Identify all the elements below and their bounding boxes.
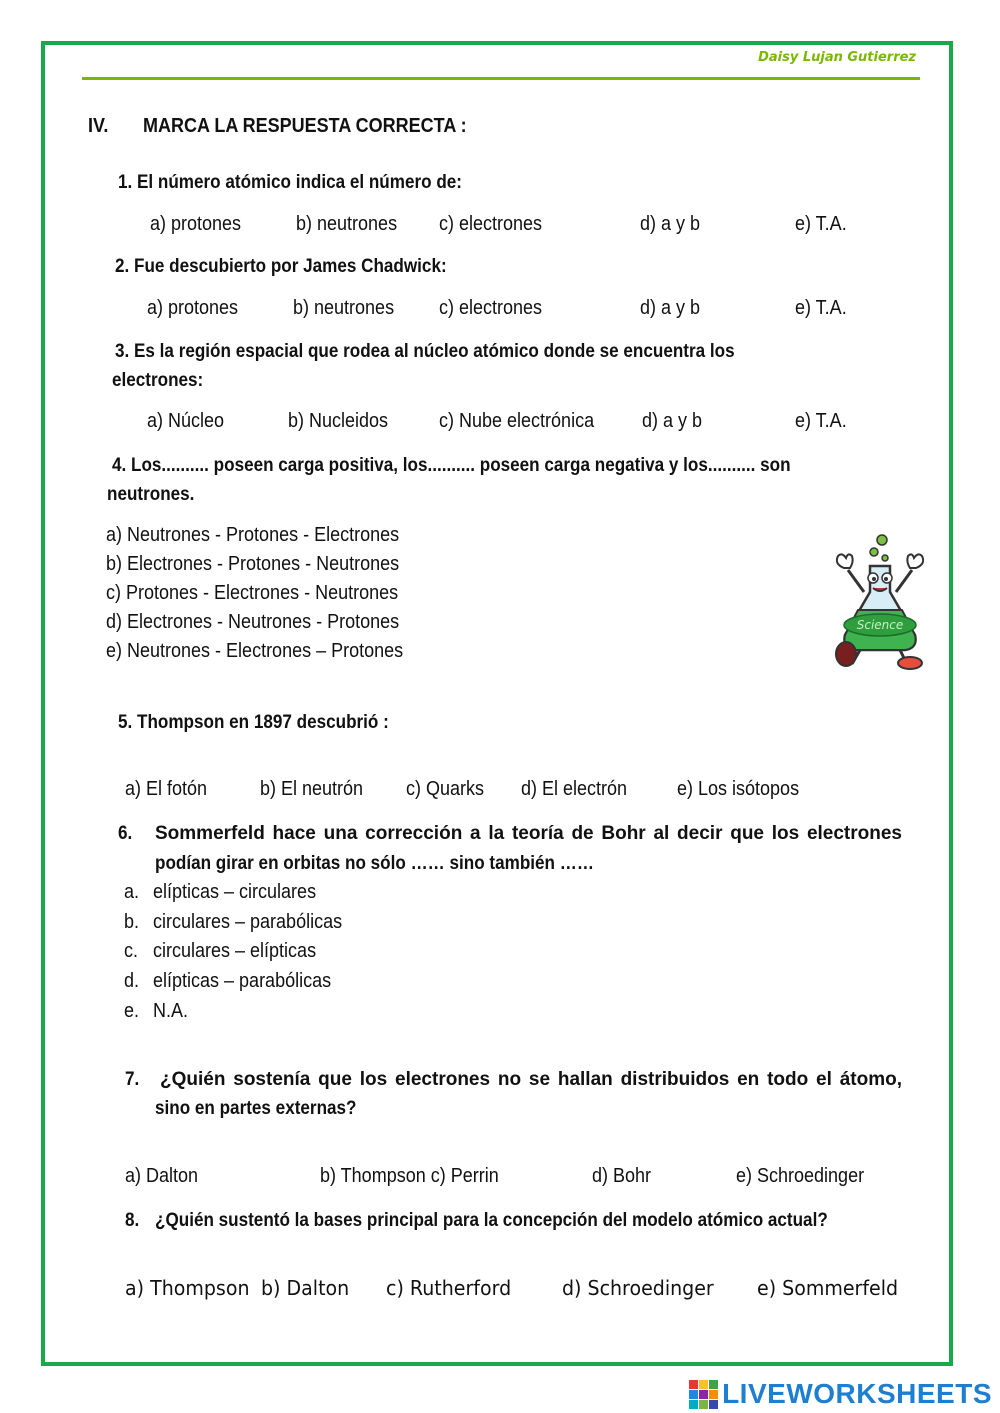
q6-option-e[interactable]: N.A. [153, 1000, 189, 1022]
q1-option-a[interactable]: a) protones [150, 213, 242, 235]
section-title: MARCA LA RESPUESTA CORRECTA : [143, 115, 467, 137]
liveworksheets-logo[interactable] [689, 1378, 992, 1410]
illustration-label: Science [856, 618, 904, 632]
q6-option-d[interactable]: elípticas – parabólicas [153, 970, 332, 992]
q5-option-a[interactable]: a) El fotón [125, 778, 208, 800]
question-3-line-2: electrones: [112, 370, 204, 391]
q6-letter-d: d. [124, 970, 140, 992]
q4-option-b[interactable]: b) Electrones - Protones - Neutrones [106, 553, 400, 575]
q3-option-e[interactable]: e) T.A. [795, 410, 847, 432]
q2-option-b[interactable]: b) neutrones [293, 297, 395, 319]
question-7-number: 7. [125, 1069, 140, 1090]
question-6-line-2: podían girar en orbitas no sólo …… sino también …… [155, 853, 594, 874]
question-6-number: 6. [118, 823, 133, 844]
q7-option-a[interactable]: a) Dalton [125, 1165, 199, 1187]
q6-letter-b: b. [124, 911, 140, 933]
question-4-line-1: 4. Los.......... poseen carga positiva, los.......... poseen carga negativa y los.......... son [112, 455, 791, 476]
q1-option-d[interactable]: d) a y b [640, 213, 701, 235]
author-name: Daisy Lujan Gutierrez [758, 50, 916, 65]
logo-text: LIVEWORKSHEETS [722, 1378, 992, 1409]
q3-option-a[interactable]: a) Núcleo [147, 410, 225, 432]
q8-option-d[interactable]: d) Schroedinger [562, 1276, 714, 1300]
logo-square [709, 1390, 718, 1399]
q6-option-b[interactable]: circulares – parabólicas [153, 911, 343, 933]
question-5: 5. Thompson en 1897 descubrió : [118, 712, 389, 733]
q6-option-a[interactable]: elípticas – circulares [153, 881, 317, 903]
q8-option-b[interactable]: b) Dalton [261, 1276, 350, 1300]
q3-option-d[interactable]: d) a y b [642, 410, 703, 432]
science-flask-illustration [830, 530, 930, 670]
q1-option-b[interactable]: b) neutrones [296, 213, 398, 235]
logo-square [689, 1390, 698, 1399]
logo-square [699, 1400, 708, 1409]
q3-option-b[interactable]: b) Nucleidos [288, 410, 389, 432]
q5-option-d[interactable]: d) El electrón [521, 778, 628, 800]
q7-option-b-c[interactable]: b) Thompson c) Perrin [320, 1165, 499, 1187]
q2-option-a[interactable]: a) protones [147, 297, 239, 319]
q3-option-c[interactable]: c) Nube electrónica [439, 410, 595, 432]
logo-square [689, 1400, 698, 1409]
q6-letter-e: e. [124, 1000, 140, 1022]
q6-letter-a: a. [124, 881, 140, 903]
q6-letter-c: c. [124, 940, 139, 962]
logo-square [709, 1400, 718, 1409]
logo-square [699, 1390, 708, 1399]
header-divider [82, 77, 920, 80]
question-8-number: 8. [125, 1210, 140, 1231]
q6-option-c[interactable]: circulares – elípticas [153, 940, 317, 962]
q2-option-d[interactable]: d) a y b [640, 297, 701, 319]
q7-option-e[interactable]: e) Schroedinger [736, 1165, 865, 1187]
q4-option-c[interactable]: c) Protones - Electrones - Neutrones [106, 582, 399, 604]
logo-square [709, 1380, 718, 1389]
q2-option-e[interactable]: e) T.A. [795, 297, 847, 319]
q1-option-c[interactable]: c) electrones [439, 213, 543, 235]
q8-option-a[interactable]: a) Thompson [125, 1276, 250, 1300]
q5-option-c[interactable]: c) Quarks [406, 778, 485, 800]
q5-option-b[interactable]: b) El neutrón [260, 778, 364, 800]
q4-option-d[interactable]: d) Electrones - Neutrones - Protones [106, 611, 400, 633]
section-number: IV. [88, 115, 109, 137]
q7-option-d[interactable]: d) Bohr [592, 1165, 652, 1187]
q5-option-e[interactable]: e) Los isótopos [677, 778, 800, 800]
question-1: 1. El número atómico indica el número de: [118, 172, 462, 193]
q4-option-e[interactable]: e) Neutrones - Electrones – Protones [106, 640, 404, 662]
question-4-line-2: neutrones. [107, 484, 195, 505]
q1-option-e[interactable]: e) T.A. [795, 213, 847, 235]
question-7-line-2: sino en partes externas? [155, 1098, 357, 1119]
question-7-line-1: ¿Quién sostenía que los electrones no se hallan distribuidos en todo el átomo, [160, 1069, 902, 1090]
question-8-text: ¿Quién sustentó la bases principal para la concepción del modelo atómico actual? [155, 1210, 828, 1231]
q4-option-a[interactable]: a) Neutrones - Protones - Electrones [106, 524, 400, 546]
q8-option-e[interactable]: e) Sommerfeld [757, 1276, 899, 1300]
q8-option-c[interactable]: c) Rutherford [386, 1276, 512, 1300]
question-3-line-1: 3. Es la región espacial que rodea al núcleo atómico donde se encuentra los [115, 341, 735, 362]
question-6-line-1: Sommerfeld hace una corrección a la teoría de Bohr al decir que los electrones [155, 823, 902, 844]
logo-square [699, 1380, 708, 1389]
question-2: 2. Fue descubierto por James Chadwick: [115, 256, 447, 277]
logo-squares-icon [689, 1380, 718, 1409]
q2-option-c[interactable]: c) electrones [439, 297, 543, 319]
logo-square [689, 1380, 698, 1389]
